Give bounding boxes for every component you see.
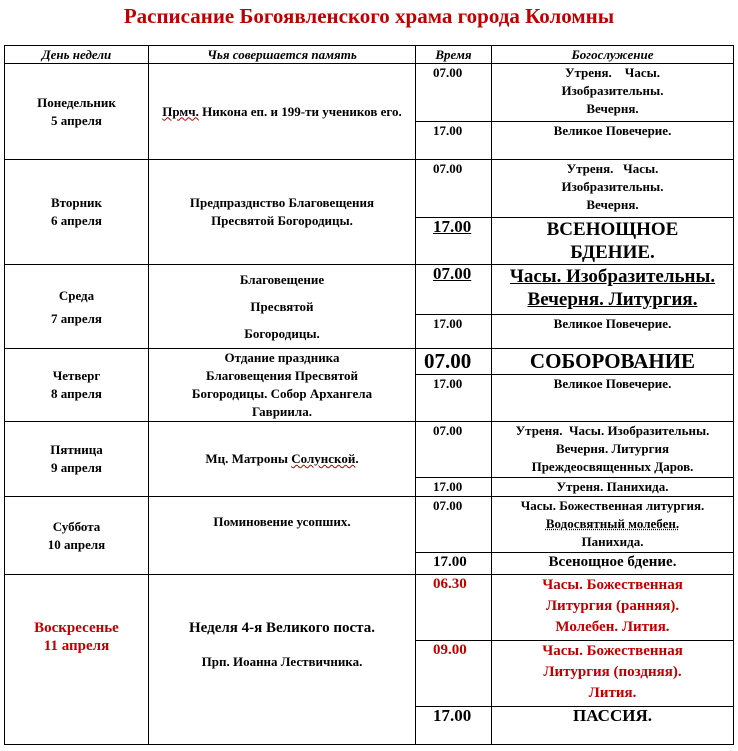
- day-cell: [5, 265, 149, 349]
- time-text: 17.00: [433, 217, 472, 236]
- table-row: [5, 265, 734, 315]
- service-line: Изобразительны.: [561, 83, 664, 98]
- service-line: Часы. Божественная литургия.: [520, 498, 705, 513]
- page-title: Расписание Богоявленского храма города Коломны: [123, 4, 615, 28]
- day-date: 8 апреля: [51, 386, 102, 401]
- table-row: [5, 160, 734, 218]
- service-cell: [492, 218, 734, 265]
- memory-text: Прмч.: [162, 103, 199, 119]
- service-cell: [492, 641, 734, 707]
- service-cell: [492, 575, 734, 641]
- header-service: Богослужение: [492, 46, 734, 64]
- table-row: [5, 575, 734, 641]
- day-name: Суббота: [52, 518, 101, 534]
- memory-cell: [149, 64, 416, 160]
- day-date: 5 апреля: [51, 112, 102, 128]
- time-cell: 07.00: [416, 64, 492, 122]
- time-cell: 17.00: [416, 315, 492, 349]
- service-line: Водосвятный молебен.: [545, 516, 680, 531]
- service-cell: ПАССИЯ.: [492, 707, 734, 745]
- memory-text: Прп. Иоанна Лествичника.: [201, 654, 363, 669]
- service-line: Часы. Божественная: [542, 643, 683, 659]
- memory-text: Солунской: [291, 451, 356, 466]
- memory-cell: [149, 349, 416, 422]
- memory-text: Богородицы.: [244, 326, 320, 341]
- service-line: Панихида.: [581, 534, 644, 549]
- service-cell: [492, 497, 734, 553]
- service-line: Литургия (ранняя).: [545, 598, 680, 614]
- memory-text: Пресвятой: [250, 299, 314, 314]
- service-cell: [492, 422, 734, 478]
- service-line: Часы. Изобразительны.: [509, 266, 716, 287]
- header-memory: Чья совершается память: [149, 46, 416, 64]
- time-text: 07.00: [433, 264, 472, 283]
- day-cell: [5, 497, 149, 575]
- memory-text: Неделя 4-я Великого поста.: [189, 620, 375, 636]
- time-cell: 17.00: [416, 375, 492, 422]
- table-row: [5, 349, 734, 375]
- memory-text: Пресвятой Богородицы.: [211, 213, 353, 228]
- memory-text: Богородицы. Собор Архангела: [191, 386, 373, 401]
- day-cell: [5, 64, 149, 160]
- memory-cell: [149, 160, 416, 265]
- memory-text: Мц. Матроны: [205, 451, 292, 466]
- day-cell: [5, 160, 149, 265]
- service-line: ВСЕНОЩНОЕ: [546, 219, 679, 240]
- service-cell: Великое Повечерие.: [492, 315, 734, 349]
- time-cell: 07.00: [416, 160, 492, 218]
- memory-text: Гавриила.: [252, 404, 312, 419]
- memory-text: Отдание праздника: [224, 350, 340, 365]
- day-cell: [5, 422, 149, 497]
- header-time: Время: [416, 46, 492, 64]
- day-date: 10 апреля: [47, 536, 106, 552]
- service-line: Преждеосвященных Даров.: [531, 459, 694, 474]
- time-cell: 06.30: [416, 575, 492, 641]
- memory-text: Никона еп. и 199-ти учеников его.: [198, 103, 402, 119]
- memory-text: Предпразднство Благовещения: [189, 195, 375, 210]
- time-cell: 07.00: [416, 349, 492, 375]
- time-cell: 17.00: [416, 553, 492, 575]
- time-cell: 17.00: [416, 707, 492, 745]
- service-cell: Утреня. Панихида.: [492, 478, 734, 497]
- service-cell: Великое Повечерие.: [492, 375, 734, 422]
- time-cell: 09.00: [416, 641, 492, 707]
- service-cell: [492, 160, 734, 218]
- day-date: 9 апреля: [51, 460, 102, 475]
- memory-text: Благовещения Пресвятой: [206, 368, 358, 383]
- service-cell: Великое Повечерие.: [492, 122, 734, 160]
- time-cell: [416, 265, 492, 315]
- header-row: [5, 46, 734, 64]
- service-cell: Всенощное бдение.: [492, 553, 734, 575]
- service-line: Утреня. Часы. Изобразительны.: [515, 423, 710, 438]
- memory-text: Благовещение: [239, 272, 325, 287]
- time-cell: 07.00: [416, 422, 492, 478]
- service-line: Вечерня. Литургия: [555, 441, 670, 456]
- service-line: БДЕНИЕ.: [570, 242, 655, 263]
- time-cell: 07.00: [416, 497, 492, 553]
- table-row: [5, 64, 734, 122]
- memory-cell: Мц. Матроны Солунской.: [149, 422, 416, 497]
- day-name: Среда: [58, 287, 95, 303]
- time-cell: 17.00: [416, 122, 492, 160]
- service-line: Утреня. Часы.: [566, 161, 659, 176]
- service-line: Вечерня. Литургия.: [527, 289, 698, 310]
- header-day: День недели: [5, 46, 149, 64]
- service-line: Литургия (поздняя).: [543, 664, 682, 680]
- service-cell: [492, 265, 734, 315]
- day-name: Четверг: [52, 368, 101, 383]
- table-row: [5, 422, 734, 478]
- day-name: Пятница: [50, 442, 103, 457]
- service-line: Изобразительны.: [561, 179, 664, 194]
- memory-cell: Поминовение усопших.: [149, 497, 416, 575]
- memory-cell: [149, 575, 416, 745]
- day-date: 7 апреля: [51, 310, 102, 326]
- day-name: Понедельник: [37, 94, 116, 110]
- time-cell: [416, 218, 492, 265]
- service-line: Часы. Божественная: [542, 577, 683, 593]
- day-cell: [5, 575, 149, 745]
- table-row: [5, 497, 734, 553]
- service-cell: СОБОРОВАНИЕ: [492, 349, 734, 375]
- service-line: Лития.: [588, 685, 637, 701]
- day-name: Вторник: [50, 195, 103, 210]
- service-line: Вечерня.: [586, 101, 639, 116]
- day-date: 6 апреля: [51, 213, 102, 228]
- service-line: Утреня. Часы.: [564, 65, 661, 80]
- memory-cell: [149, 265, 416, 349]
- service-line: Молебен. Лития.: [555, 619, 670, 635]
- day-name: Воскресенье: [34, 620, 119, 636]
- schedule-table: [4, 45, 734, 745]
- time-cell: 17.00: [416, 478, 492, 497]
- service-cell: [492, 64, 734, 122]
- day-cell: [5, 349, 149, 422]
- day-date: 11 апреля: [43, 638, 110, 654]
- service-line: Вечерня.: [586, 197, 639, 212]
